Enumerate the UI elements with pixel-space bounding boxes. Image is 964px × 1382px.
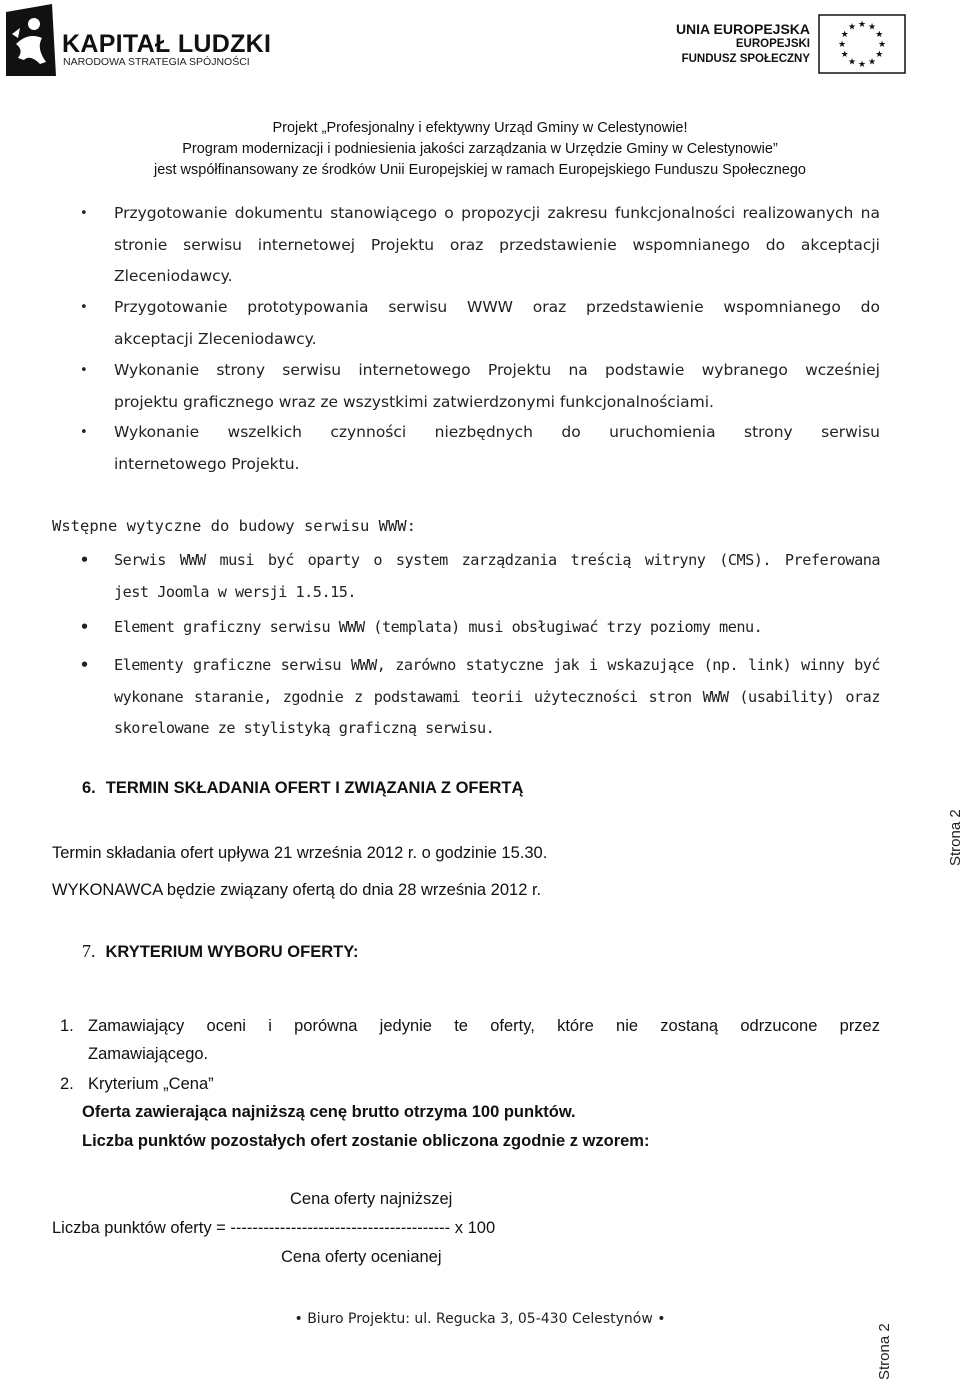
guideline-line: Element graficzny serwisu WWW (templata) musi obsługiwać trzy poziomy menu. [114,618,763,636]
deadline-text: Termin składania ofert upływa 21 września 2012 r. o godzinie 15.30. [52,844,548,862]
guideline-item [80,612,880,644]
formula-line: Liczba punktów oferty = ---------------------------------------- x 100 [52,1219,496,1237]
guideline-item [80,545,880,608]
task-item [80,355,880,418]
task-item [80,198,880,293]
guideline-line: Serwis WWW musi być oparty o system zarządzania treścią witryny (CMS). Preferowana [114,551,880,569]
eu-star-icon: ★ [867,22,877,33]
eu-star-icon: ★ [875,50,884,60]
eu-flag-icon [818,14,906,74]
section-6-number: 6. [82,779,96,797]
ue-line-2: EUROPEJSKI [735,38,810,50]
project-header-line-3: jest współfinansowany ze środków Unii Europejskiej w ramach Europejskiego Funduszu Społecznego [153,162,807,178]
guideline-line: jest Joomla w wersji 1.5.15. [114,582,357,601]
bullet-icon: • [80,656,90,674]
task-item-line: Przygotowanie dokumentu stanowiącego o propozycji zakresu funkcjonalności realizowanych na stronie serwisu internetowej Projektu oraz przedstawienie [114,204,880,254]
task-item [80,292,880,355]
eu-star-icon: ★ [857,20,867,30]
eu-star-icon: ★ [837,40,847,50]
guideline-line: Elementy graficzne serwisu WWW, zarówno statyczne jak i wskazujące (np. link) winny być wykonane staranie, zgodnie z podstawami teorii użyteczności stron WWW [114,656,880,706]
task-item-line: Wykonanie strony serwisu internetowego Projektu na podstawie wybranego wcześniej [114,361,880,379]
guideline-line: (usability) oraz skorelowane ze stylistyką graficzną serwisu. [114,687,880,737]
task-item-line: wspomnianego do akceptacji Zleceniodawcy. [114,235,880,285]
task-item-line: projektu graficznego wraz ze wszystkimi zatwierdzonymi funkcjonalnościami. [114,392,714,411]
criteria-item-2-text: Kryterium „Cena” [88,1075,214,1093]
formula-intro-text: Liczba punktów pozostałych ofert zostanie obliczona zgodnie z wzorem: [82,1132,650,1150]
task-item-line: Wykonanie wszelkich czynności niezbędnych do uruchomienia strony serwisu [114,423,880,441]
eu-star-icon: ★ [875,30,884,40]
max-points-text: Oferta zawierająca najniższą cenę brutto otrzyma 100 punktów. [82,1103,576,1121]
task-item-text [114,198,880,293]
eu-star-icon: ★ [847,57,857,68]
kapital-ludzki-subtitle: NARODOWA STRATEGIA SPÓJNOŚCI [63,56,250,68]
side-page-label: Strona 2 [947,809,964,866]
bottom-page-label: Strona 2 [876,1323,893,1380]
kapital-ludzki-title: KAPITAŁ LUDZKI [62,30,272,58]
eu-star-icon: ★ [867,57,877,68]
section-7-number: 7. [82,941,96,961]
criteria-item-1-line-2: Zamawiającego. [88,1045,209,1063]
project-header-line-1: Projekt „Profesjonalny i efektywny Urząd Gminy w Celestynowie! [272,120,688,136]
kapital-ludzki-logo-icon [6,4,56,76]
section-7-title: KRYTERIUM WYBORU OFERTY: [105,943,359,961]
bullet-icon: • [80,300,88,315]
guidelines-heading: Wstępne wytyczne do budowy serwisu WWW: [52,517,416,535]
bullet-icon: • [80,618,90,636]
task-item-line: internetowego Projektu. [114,454,300,473]
bullet-icon: • [80,551,90,569]
criteria-item-1-number: 1. [60,1017,74,1035]
section-6-title: TERMIN SKŁADANIA OFERT I ZWIĄZANIA Z OFERTĄ [105,779,524,797]
formula-numerator: Cena oferty najniższej [290,1190,453,1208]
task-item-line: akceptacji Zleceniodawcy. [114,329,317,348]
bullet-icon: • [80,206,88,221]
guideline-text [114,650,880,745]
criteria-item-2-number: 2. [60,1075,74,1093]
bullet-icon: • [80,363,88,378]
footer-address: • Biuro Projektu: ul. Regucka 3, 05-430 Celestynów • [294,1311,666,1327]
eu-star-icon: ★ [840,50,849,60]
eu-star-icon: ★ [857,60,867,70]
task-item-line: Przygotowanie prototypowania serwisu WWW oraz przedstawienie wspomnianego do [114,298,880,316]
eu-star-icon: ★ [877,40,887,50]
eu-star-icon: ★ [840,30,849,40]
ue-line-1: UNIA EUROPEJSKA [675,21,810,37]
task-item [80,417,880,480]
ue-line-3: FUNDUSZ SPOŁECZNY [681,53,810,65]
criteria-item-1-line-1: Zamawiający oceni i porówna jedynie te oferty, które nie zostaną odrzucone przez [88,1017,880,1035]
section-6-heading [82,779,523,798]
eu-star-icon: ★ [847,22,857,33]
binding-period-text: WYKONAWCA będzie związany ofertą do dnia 28 września 2012 r. [52,881,542,899]
guideline-item [80,650,880,745]
project-header-line-2: Program modernizacji i podniesienia jakości zarządzania w Urzędzie Gminy w Celestynowie” [182,141,778,157]
ue-text-block [676,22,810,67]
section-7-heading [82,941,359,962]
formula-denominator: Cena oferty ocenianej [281,1248,442,1266]
bullet-icon: • [80,425,88,440]
